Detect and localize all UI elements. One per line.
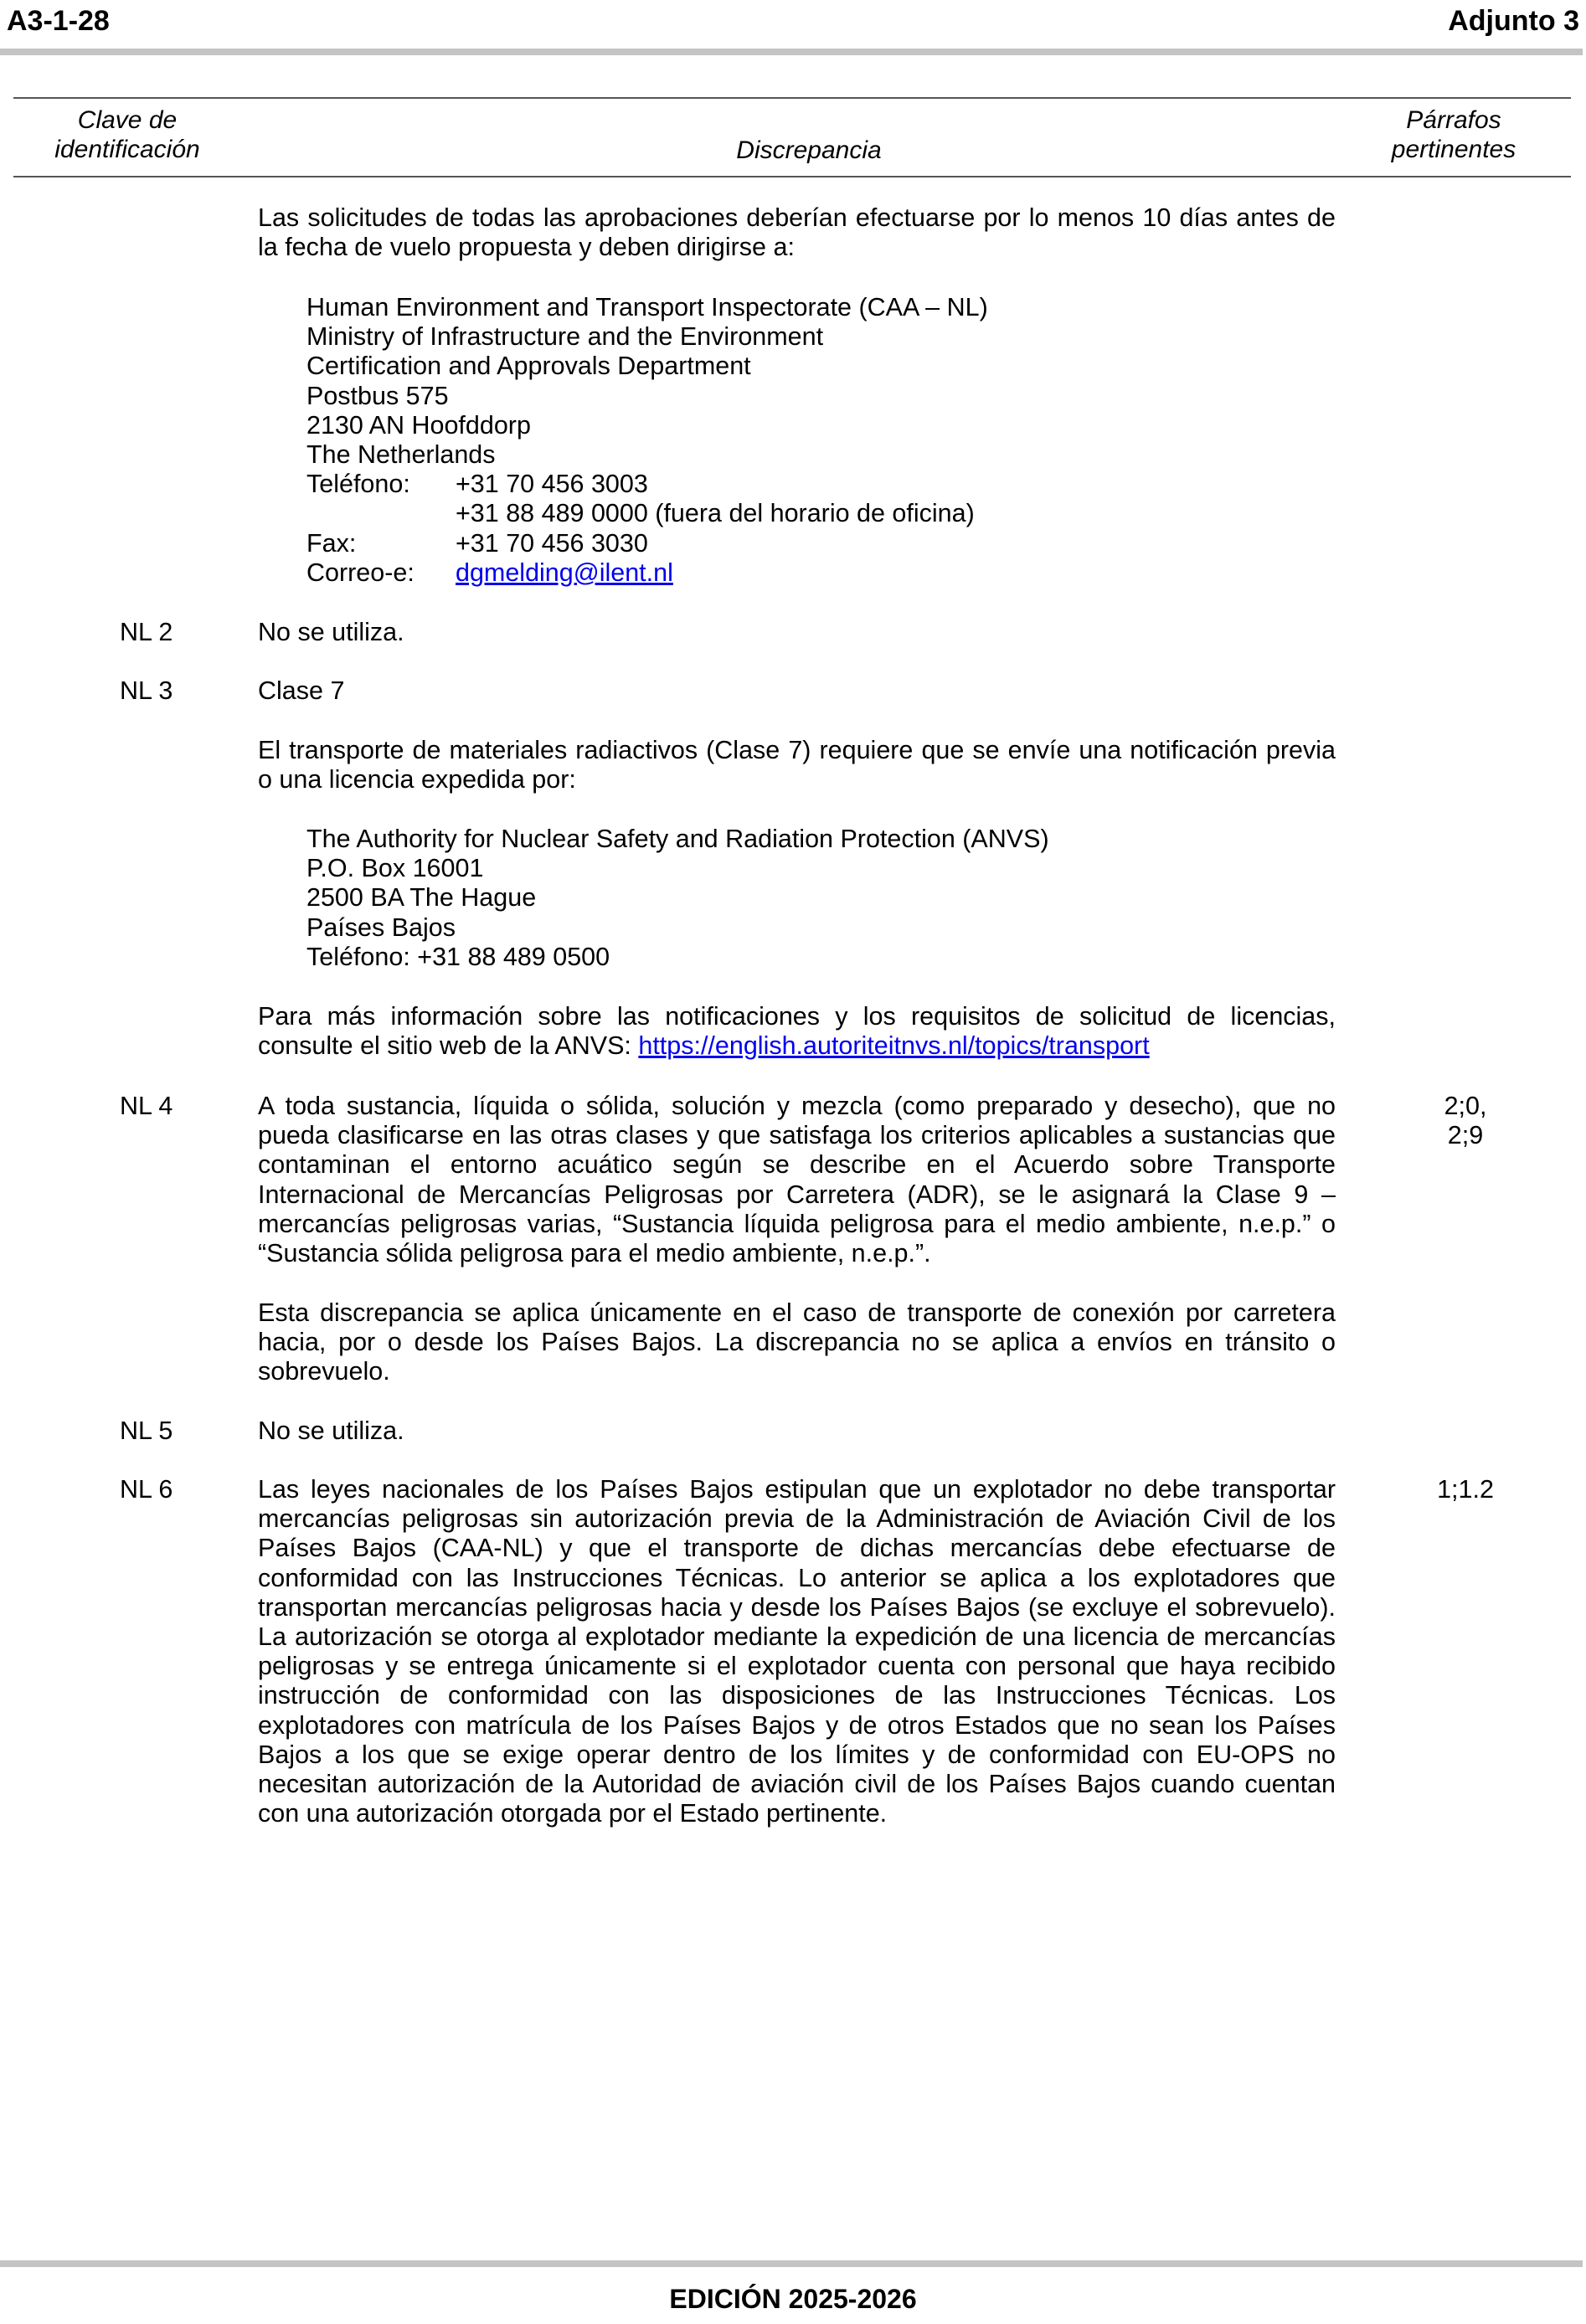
address-line: Ministry of Infrastructure and the Environment	[306, 322, 824, 352]
column-heading-discrepancy: Discrepancia	[736, 136, 882, 164]
address-line: Certification and Approvals Department	[306, 352, 751, 381]
nl3-paragraph: El transporte de materiales radiactivos (Clase 7) requiere que se envíe una notificación previa o una licencia expedida por:	[258, 736, 1336, 794]
email-link[interactable]: dgmelding@ilent.nl	[456, 558, 673, 587]
column-heading-key-line: Clave de	[77, 106, 178, 134]
header-rule	[0, 49, 1583, 55]
address-line: 2500 BA The Hague	[306, 883, 537, 913]
nl3-info-text: Para más información sobre las notificaciones y los requisitos de solicitud de licencias, consulte el sitio web de la ANVS:	[258, 1002, 1336, 1061]
phone-line-alt	[306, 499, 1311, 528]
nl3-title: Clase 7	[258, 676, 345, 705]
column-headings	[13, 97, 1571, 177]
edition-footer: EDICIÓN 2025-2026	[669, 2284, 917, 2314]
phone-label: Teléfono:	[306, 470, 410, 499]
column-heading-paragraphs	[1345, 105, 1563, 164]
reference-line: 2;0,	[1444, 1092, 1487, 1120]
column-heading-key-line: identificación	[54, 136, 200, 163]
address-line: Países Bajos	[306, 913, 456, 942]
key-nl3: NL 3	[120, 676, 173, 705]
phone-line	[306, 470, 1311, 499]
caa-address	[306, 293, 1311, 588]
nl4-paragraph: A toda sustancia, líquida o sólida, solución y mezcla (como preparado y desecho), que no pueda clasificarse en las otras clases y que satisfaga los criterios aplicables a sustancias que contaminan el entorno acuático según se describe en el Acuerdo sobre Transporte Internacional de Mercancías Peligrosas por Carretera (ADR), se le asignará la Clase 9 – mercancías peligrosas varias, “Sustancia líquida peligrosa para el medio ambiente, n.e.p.” o “Sustancia sólida peligrosa para el medio ambiente, n.e.p.”.	[258, 1092, 1336, 1268]
attachment-label: Adjunto 3	[1448, 5, 1579, 37]
anvs-link[interactable]: https://english.autoriteitnvs.nl/topics/transport	[638, 1031, 1150, 1061]
key-nl5: NL 5	[120, 1417, 173, 1445]
nl2-text: No se utiliza.	[258, 618, 404, 646]
address-line: 2130 AN Hoofddorp	[306, 410, 531, 440]
intro-paragraph: Las solicitudes de todas las aprobaciones deberían efectuarse por lo menos 10 días antes de la fecha de vuelo propuesta y deben dirigirse a:	[258, 203, 1336, 262]
fax-line	[306, 529, 1311, 558]
nl5-text: No se utiliza.	[258, 1417, 404, 1445]
address-line: Human Environment and Transport Inspectorate (CAA – NL)	[306, 293, 988, 321]
address-line: P.O. Box 16001	[306, 854, 484, 883]
address-line: The Authority for Nuclear Safety and Radiation Protection (ANVS)	[306, 825, 1049, 853]
column-heading-key	[13, 105, 241, 164]
address-line: Teléfono: +31 88 489 0500	[306, 942, 610, 971]
nl4-reference	[1382, 1092, 1549, 1150]
page-number: A3-1-28	[7, 5, 110, 37]
phone-number: +31 70 456 3003	[456, 470, 648, 499]
key-nl6: NL 6	[120, 1475, 173, 1504]
page-header	[0, 0, 1586, 55]
fax-number: +31 70 456 3030	[456, 528, 648, 558]
anvs-address	[306, 825, 1311, 972]
email-line	[306, 558, 1311, 588]
column-heading-paragraphs-line: Párrafos	[1406, 106, 1501, 134]
nl3-info-paragraph	[258, 1002, 1336, 1061]
fax-label: Fax:	[306, 528, 357, 558]
nl6-reference: 1;1.2	[1437, 1475, 1494, 1504]
footer-rule	[0, 2260, 1583, 2267]
nl4-scope-paragraph: Esta discrepancia se aplica únicamente en el caso de transporte de conexión por carretera hacia, por o desde los Países Bajos. La discrepancia no se aplica a envíos en tránsito o sobrevuelo.	[258, 1298, 1336, 1386]
phone-number-after-hours: +31 88 489 0000 (fuera del horario de oficina)	[456, 499, 975, 528]
nl6-paragraph: Las leyes nacionales de los Países Bajos estipulan que un explotador no debe transportar mercancías peligrosas sin autorización previa de la Administración de Aviación Civil de los Países Bajos (CAA-NL) y que el transporte de dichas mercancías debe efectuarse de conformidad con las Instrucciones Técnicas. Lo anterior se aplica a los explotadores que transportan mercancías peligrosas hacia y desde los Países Bajos (se excluye el sobrevuelo). La autorización se otorga al explotador mediante la expedición de una licencia de mercancías peligrosas y se entrega únicamente si el explotador cuenta con personal que haya recibido instrucción de conformidad con las disposiciones de las Instrucciones Técnicas. Los explotadores con matrícula de los Países Bajos y de otros Estados que no sean los Países Bajos a los que se exige operar dentro de los límites y de conformidad con EU-OPS no necesitan autorización de la Autoridad de aviación civil de los Países Bajos cuando cuentan con una autorización otorgada por el Estado pertinente.	[258, 1475, 1336, 1828]
address-line: The Netherlands	[306, 440, 496, 470]
reference-line: 2;9	[1447, 1121, 1484, 1150]
key-nl2: NL 2	[120, 618, 173, 646]
column-heading-paragraphs-line: pertinentes	[1391, 136, 1516, 163]
key-nl4: NL 4	[120, 1092, 173, 1120]
email-label: Correo-e:	[306, 558, 415, 587]
address-line: Postbus 575	[306, 381, 449, 410]
